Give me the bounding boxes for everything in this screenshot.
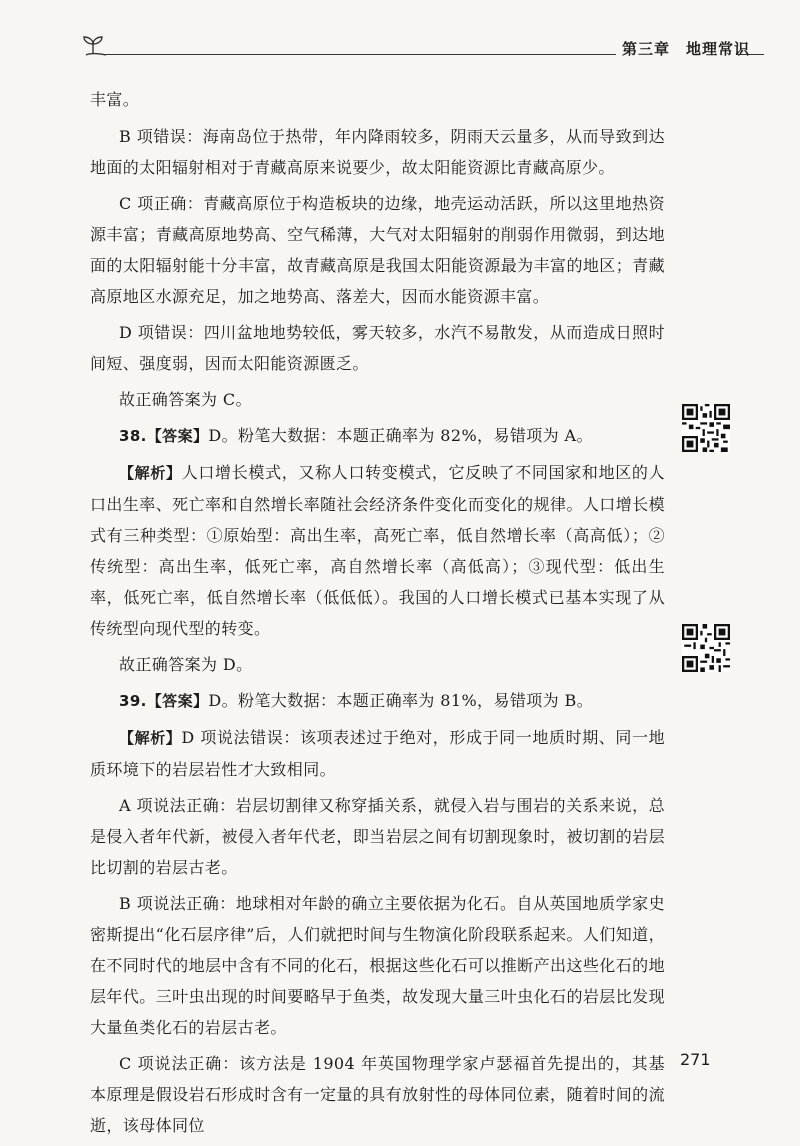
- sprout-icon: [82, 34, 108, 56]
- paragraph: 故正确答案为 C。: [119, 390, 252, 409]
- analysis-39: [90, 722, 665, 785]
- answer-label: 39.【答案】: [119, 692, 209, 710]
- answer-label: 38.【答案】: [119, 427, 209, 445]
- header-rule-right: [736, 54, 764, 55]
- paragraph: B 项说法正确：地球相对年龄的确立主要依据为化石。自从英国地质学家史密斯提出“化石层序律”后，人们就把时间与生物演化阶段联系起来。人们知道，在不同时代的地层中含有不同的化石，根据这些化石可以推断产出这些化石的地层年代。三叶虫出现的时间要略早于鱼类，故发现大量三叶虫化石的岩层比发现大量鱼类化石的岩层古老。: [90, 894, 665, 1037]
- analysis-label: 【解析】: [119, 729, 182, 747]
- answer-text: D。粉笔大数据：本题正确率为 81%，易错项为 B。: [208, 691, 594, 710]
- paragraph: 丰富。: [90, 90, 140, 109]
- qr-code-icon[interactable]: [682, 404, 730, 452]
- paragraph: 故正确答案为 D。: [119, 655, 253, 674]
- paragraph: A 项说法正确：岩层切割律又称穿插关系，就侵入岩与围岩的关系来说，总是侵入者年代新，被侵入者年代老，即当岩层之间有切割现象时，被切割的岩层比切割的岩层古老。: [90, 796, 665, 877]
- page-number: 271: [680, 1050, 711, 1069]
- paragraph: C 项说法正确：该方法是 1904 年英国物理学家卢瑟福首先提出的，其基本原理是假设岩石形成时含有一定量的具有放射性的母体同位素，随着时间的流逝，该母体同位: [90, 1054, 665, 1135]
- paragraph: C 项正确：青藏高原位于构造板块的边缘，地壳运动活跃，所以这里地热资源丰富；青藏高原地势高、空气稀薄，大气对太阳辐射的削弱作用微弱，到达地面的太阳辐射能十分丰富，故青藏高原是我国太阳能资源最为丰富的地区；青藏高原地区水源充足，加之地势高、落差大，因而水能资源丰富。: [90, 194, 665, 306]
- page-header: [82, 34, 762, 60]
- qr-code-icon[interactable]: [682, 624, 730, 672]
- main-content: [90, 84, 665, 1146]
- answer-text: D。粉笔大数据：本题正确率为 82%，易错项为 A。: [208, 426, 593, 445]
- analysis-38: [90, 457, 665, 644]
- paragraph: D 项错误：四川盆地地势较低，雾天较多，水汽不易散发，从而造成日照时间短、强度弱，因而太阳能资源匮乏。: [90, 323, 665, 373]
- analysis-text: D 项说法错误：该项表述过于绝对，形成于同一地质时期、同一地质环境下的岩层岩性才大致相同。: [90, 728, 665, 779]
- analysis-text: 人口增长模式，又称人口转变模式，它反映了不同国家和地区的人口出生率、死亡率和自然增长率随社会经济条件变化而变化的规律。人口增长模式有三种类型：①原始型：高出生率，高死亡率，低自然增长率（高高低）；②传统型：高出生率，低死亡率，高自然增长率（高低高）；③现代型：低出生率，低死亡率，低自然增长率（低低低）。我国的人口增长模式已基本实现了从传统型向现代型的转变。: [90, 463, 665, 638]
- header-rule-left: [104, 54, 616, 55]
- analysis-label: 【解析】: [119, 464, 182, 482]
- answer-38: [90, 420, 665, 452]
- answer-39: [90, 685, 665, 717]
- chapter-title: 第三章 地理常识: [622, 40, 751, 58]
- paragraph: B 项错误：海南岛位于热带，年内降雨较多，阴雨天云量多，从而导致到达地面的太阳辐射相对于青藏高原来说要少，故太阳能资源比青藏高原少。: [90, 127, 665, 177]
